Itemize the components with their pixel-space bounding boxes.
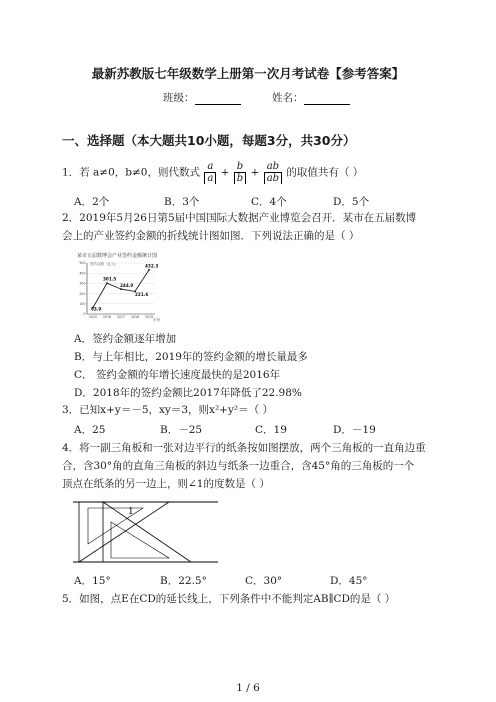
q2-option-d: D．2018年的签约金额比2017年降低了22.98% <box>74 387 302 399</box>
q1-option-b: B．3个 <box>164 196 200 208</box>
x-tick-label: 2016 <box>102 315 112 319</box>
data-point <box>120 288 122 290</box>
x-tick-label: 2015 <box>88 315 98 319</box>
q4-line-1: 4．将一副三角板和一张对边平行的纸条按如图摆放，两个三角板的一直角边重 <box>62 442 426 454</box>
triangle-30 <box>79 502 169 562</box>
x-tick-label: 2017 <box>116 315 126 319</box>
y-tick-label: 300 <box>79 281 86 286</box>
triangle-ruler-figure <box>73 500 218 566</box>
q2-option-c: C． 签约金额的年增长速度最快的是2016年 <box>74 369 281 381</box>
data-label: 244.0 <box>120 283 134 289</box>
chart-ylabel: 签约金额（亿元） <box>90 262 118 266</box>
y-tick-label: 0 <box>83 312 86 317</box>
triangle-45 <box>103 502 191 562</box>
q1-option-c: C．4个 <box>251 196 287 208</box>
class-field <box>163 90 241 105</box>
name-blank <box>304 93 350 105</box>
q3-option-c: C．19 <box>255 424 287 436</box>
chart-title: 某市五届数博会产业签约金额统计图 <box>77 253 158 259</box>
data-label: 301.5 <box>103 276 117 282</box>
q3-stem: 3．已知x+y＝－5，xy＝3，则x²+y²＝（ ） <box>62 404 273 416</box>
q4-option-d: D．45° <box>330 575 368 587</box>
q3-option-a: A．25 <box>74 424 106 436</box>
fraction-a: $\frac{a}{a}$ <box>204 161 216 184</box>
q3-option-d: D．－19 <box>333 424 376 436</box>
q4-option-c: C．30° <box>245 575 283 587</box>
q1-option-d: D．5个 <box>333 196 370 208</box>
y-tick-label: 200 <box>79 291 86 296</box>
q5-stem: 5．如图，点E在CD的延长线上，下列条件中不能判定AB∥CD的是（ ） <box>62 593 396 605</box>
data-label: 63.9 <box>91 306 102 312</box>
q2-option-b: B．与上年相比，2019年的签约金额的增长量最多 <box>74 351 308 363</box>
name-label: 姓名： <box>272 92 304 104</box>
triangle-30-inner <box>88 508 143 544</box>
chart-xlabel: 年份 <box>153 318 160 322</box>
class-label: 班级： <box>163 92 195 104</box>
name-field <box>272 90 350 105</box>
q1-tail: 的取值共有（ ） <box>286 166 364 179</box>
q2-line-2: 会上的产业签约金额的折线统计图如图．下列说法正确的是（ ） <box>62 230 360 242</box>
y-tick-label: 500 <box>79 261 86 266</box>
fraction-ab: $\frac{ab}{ab}$ <box>264 161 282 184</box>
class-blank <box>195 93 241 105</box>
q2-line-1: 2．2019年5月26日第5届中国国际大数据产业博览会召开．某市在五届数博 <box>62 212 417 224</box>
q4-line-2: 合，含30°角的直角三角板的斜边与纸条一边重合，含45°角的三角板的一个 <box>62 460 415 472</box>
line-chart <box>73 250 261 322</box>
page-title: 最新苏教版七年级数学上册第一次月考试卷【参考答案】 <box>91 66 405 81</box>
q4-option-b: B．22.5° <box>160 575 207 587</box>
data-point <box>148 269 150 271</box>
q4-option-a: A．15° <box>74 575 111 587</box>
x-tick-label: 2019 <box>144 315 154 319</box>
x-tick-label: 2018 <box>130 315 140 319</box>
q4-line-3: 顶点在纸条的另一边上，则∠1的度数是（ ） <box>62 478 270 490</box>
question-1: 1．若 a≠0，b≠0，则代数式 $\frac{a}{a}$ + $\frac{b}{b}$ + $\frac{ab}{ab}$ 的取值共有（ ） <box>62 161 364 184</box>
fraction-b: $\frac{b}{b}$ <box>234 161 246 184</box>
data-point <box>106 282 108 284</box>
data-label: 221.6 <box>135 291 149 297</box>
page-number: 1 / 6 <box>236 682 260 694</box>
y-tick-label: 400 <box>79 271 86 276</box>
data-label: 432.3 <box>145 263 159 269</box>
q3-option-b: B．－25 <box>160 424 203 436</box>
y-tick-label: 100 <box>79 302 86 306</box>
section-heading: 一、选择题（本大题共10小题，每题3分，共30分） <box>62 133 356 148</box>
q2-option-a: A．签约金额逐年增加 <box>74 333 177 345</box>
q1-option-a: A．2个 <box>74 196 110 208</box>
angle-1-label: 1 <box>128 507 134 517</box>
q1-stem: 1．若 a≠0，b≠0，则代数式 <box>62 166 200 179</box>
